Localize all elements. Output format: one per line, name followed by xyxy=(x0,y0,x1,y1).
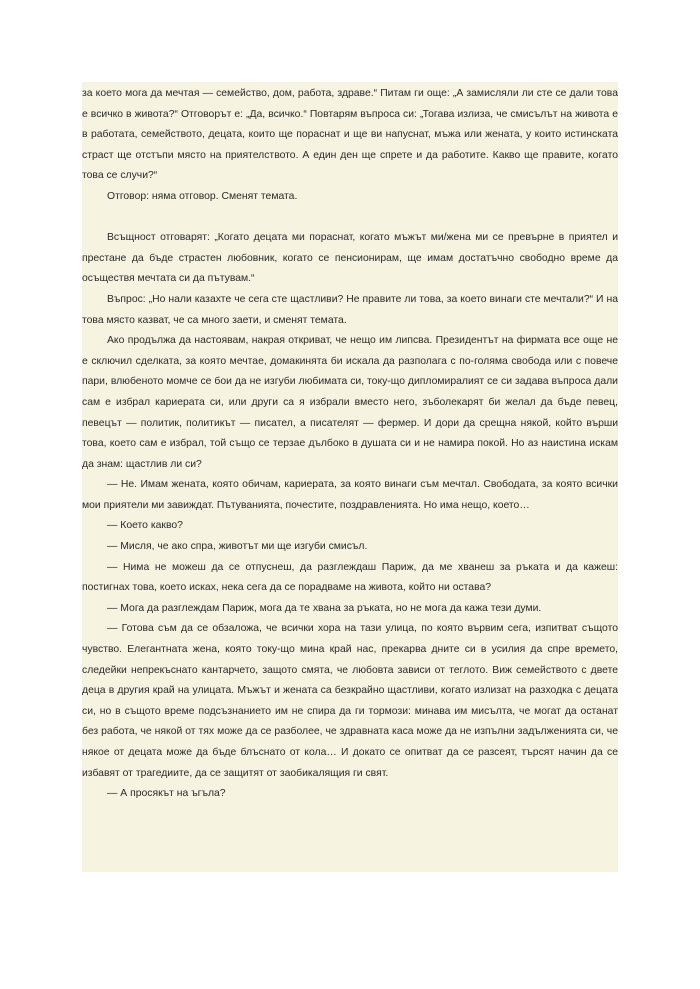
paragraph: Въпрос: „Но нали казахте че сега сте щастливи? Не правите ли това, за което винаги сте мечтали?“ И на това място казват, че са много заети, и сменят темата. xyxy=(82,293,618,326)
paragraph: — Готова съм да се обзаложа, че всички хора на тази улица, по която вървим сега, изпитват същото чувство. Елегантната жена, която току-що мина край нас, прекарва дните си в усилия да спре времето, следейки непрекъснато кантарчето, защото смята, че любовта зависи от теглото. Виж семейството с двете деца в другия край на улицата. Мъжът и жената са безкрайно щастливи, когато излизат на разходка с децата си, но в същото време подсъзнанието им не спира да ги тормози: минава им мисълта, че могат да останат без работа, че някой от тях може да се разболее, че здравната каса може да не изпълни задълженията си, че някое от децата може да бъде блъснато от кола… И докато се опитват да се разсеят, търсят начин да се избавят от трагедиите, да се защитят от заобикалящия ги свят. xyxy=(82,623,618,779)
paragraph: — Не. Имам жената, която обичам, кариерата, за която винаги съм мечтал. Свободата, за която всички мои приятели ми завиждат. Пътуванията, почестите, поздравленията. Но има нещо, което… xyxy=(82,479,618,511)
paragraph: — А просякът на ъгъла? xyxy=(107,788,226,800)
paragraph: — Мога да разглеждам Париж, мога да те хвана за ръката, но не мога да кажа тези думи. xyxy=(107,602,542,614)
document-body xyxy=(82,84,618,805)
paragraph: — Нима не можеш да се отпуснеш, да разглеждаш Париж, да ме хванеш за ръката и да кажеш: постигнах това, което исках, нека сега да се порадваме на живота, който ни остава? xyxy=(82,561,618,594)
paragraph: Ако продължа да настоявам, накрая откриват, че нещо им липсва. Президентът на фирмата все още не е сключил сделката, за която мечтае, домакинята би искала да разполага с по-голяма свобода или с повече пари, влюбеното момче се бои да не изгуби любимата си, току-що дипломиралият се си задава въпроса дали сам е избрал кариерата си, или други са я избрали вместо него, зъболекарят би желал да бъде певец, певецът — политик, политикът — писател, а писателят — фермер. И дори да срещна някой, който върши това, което сам е избрал, той също се терзае дълбоко в душата си и не намира покой. Но аз наистина искам да знам: щастлив ли си? xyxy=(82,335,618,470)
paragraph: Отговор: няма отговор. Сменят темата. xyxy=(107,190,298,202)
paragraph: за което мога да мечтая — семейство, дом, работа, здраве.“ Питам ги още: „А замисляли ли сте се дали това е всичко в живота?“ Отговорът е: „Да, всичко.“ Повтарям въпроса си: „Тогава излиза, че смисълът на живота е в работата, семейството, децата, които ще пораснат и ще ви напуснат, мъжа или жената, у които истинската страст ще отстъпи място на приятелството. А един ден ще спрете и да работите. Какво ще правите, когато това се случи?“ xyxy=(82,88,618,182)
paragraph: — Което какво? xyxy=(107,520,183,532)
paragraph: Всъщност отговарят: „Когато децата ми пораснат, когато мъжът ми/жена ми се превърне в приятел и престане да бъде страстен любовник, когато се пенсионирам, ще имам достатъчно свободно време да осъществя мечтата си да пътувам.“ xyxy=(82,232,618,285)
paragraph: — Мисля, че ако спра, животът ми ще изгуби смисъл. xyxy=(107,541,368,553)
